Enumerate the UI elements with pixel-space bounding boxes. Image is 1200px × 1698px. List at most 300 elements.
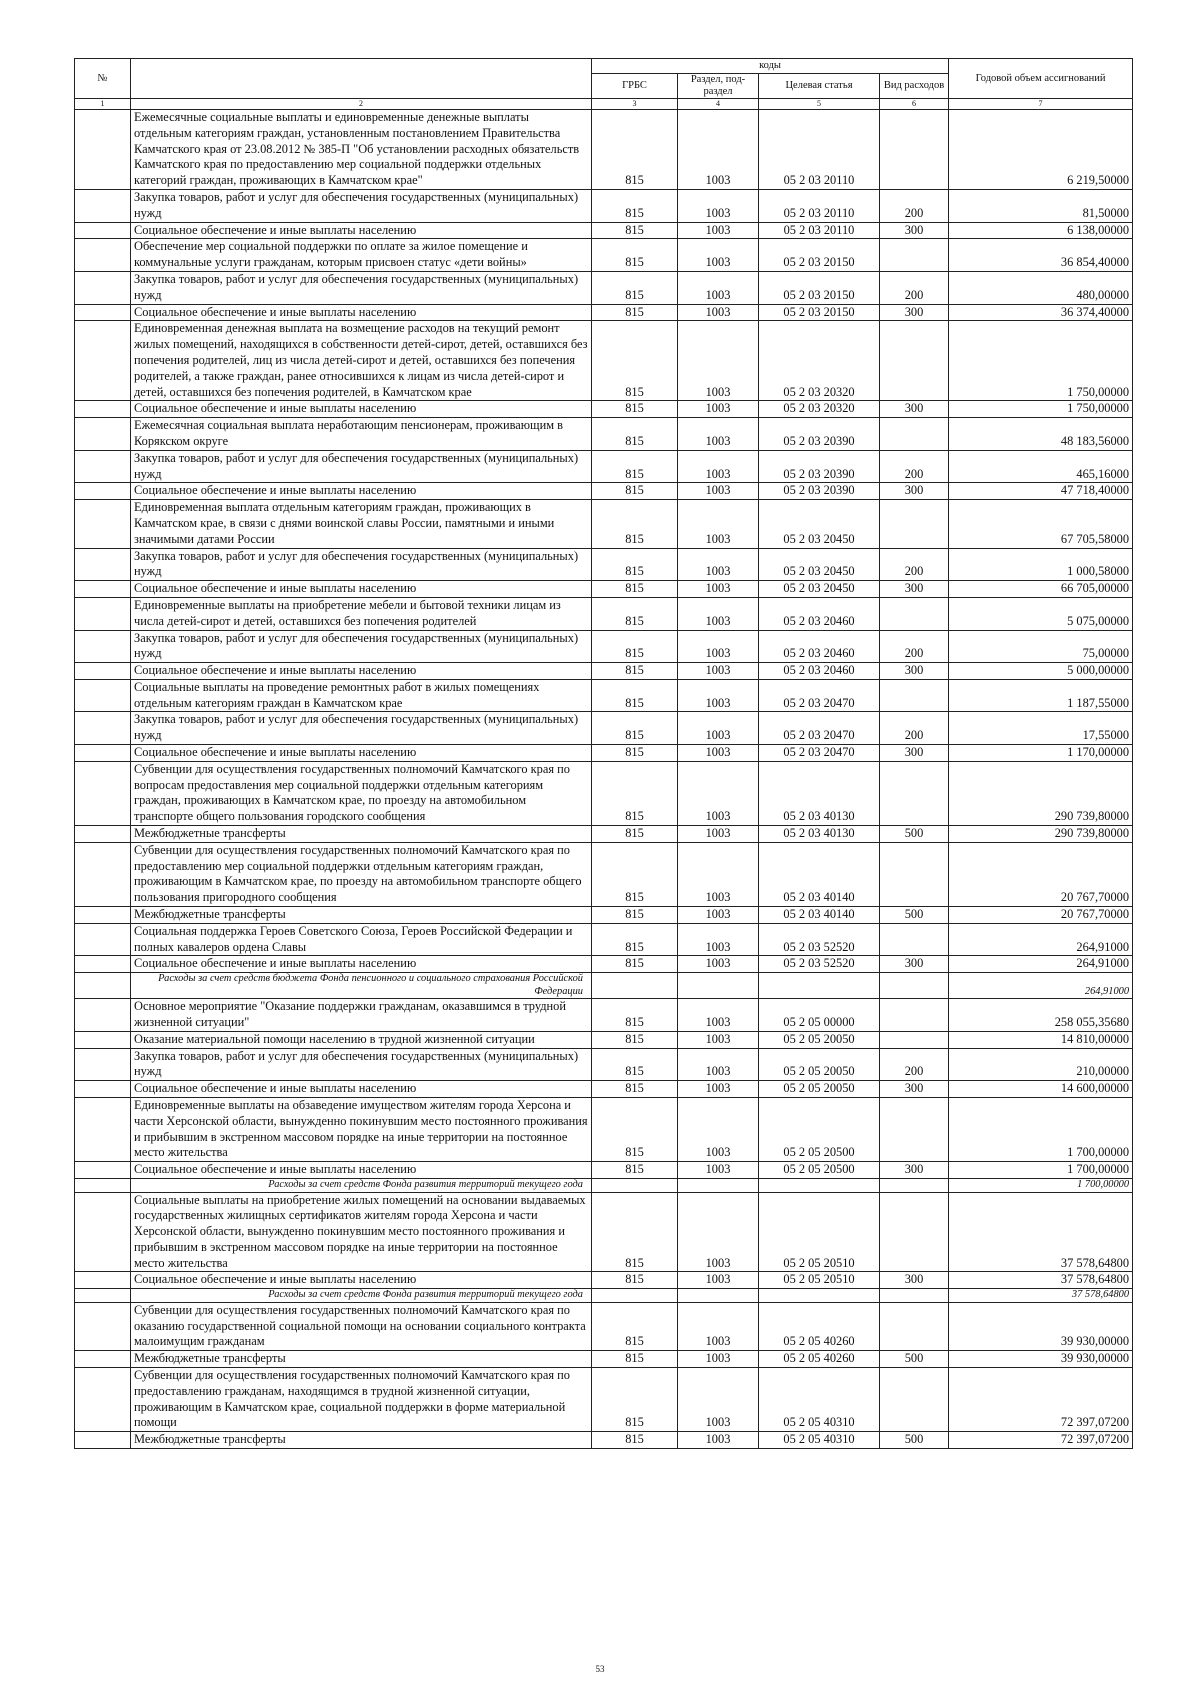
cell-amount: 290 739,80000 <box>949 761 1133 825</box>
header-number: № <box>75 59 131 99</box>
cell-target: 05 2 03 40130 <box>759 761 880 825</box>
cell-vr <box>880 1031 949 1048</box>
cell-target: 05 2 03 52520 <box>759 956 880 973</box>
cell-section: 1003 <box>678 1302 759 1350</box>
cell-target <box>759 1289 880 1303</box>
cell-number <box>75 304 131 321</box>
cell-grbs: 815 <box>592 1272 678 1289</box>
table-row <box>75 1048 1133 1081</box>
cell-target: 05 2 03 20470 <box>759 745 880 762</box>
header-name <box>131 59 592 99</box>
cell-name: Социальные выплаты на приобретение жилых помещений на основании выдаваемых государственных жилищных сертификатов жителям города Херсона и части Херсонской области, вынужденно покинувшим место постоянного проживания и прибывшим в экстренном массовом порядке на иные территории на постоянное место жительства <box>131 1192 592 1272</box>
cell-amount: 20 767,70000 <box>949 842 1133 906</box>
cell-amount: 36 374,40000 <box>949 304 1133 321</box>
cell-vr: 500 <box>880 907 949 924</box>
cell-section: 1003 <box>678 581 759 598</box>
cell-grbs: 815 <box>592 1302 678 1350</box>
cell-name: Субвенции для осуществления государственных полномочий Камчатского края по оказанию государственной социальной помощи на основании социального контракта малоимущим гражданам <box>131 1302 592 1350</box>
cell-grbs: 815 <box>592 548 678 581</box>
cell-number <box>75 1179 131 1193</box>
cell-vr <box>880 842 949 906</box>
table-row <box>75 1272 1133 1289</box>
cell-name: Социальное обеспечение и иные выплаты населению <box>131 745 592 762</box>
header-num-2: 2 <box>131 99 592 110</box>
cell-grbs: 815 <box>592 581 678 598</box>
cell-target: 05 2 03 20150 <box>759 239 880 272</box>
table-row <box>75 999 1133 1032</box>
header-num-7: 7 <box>949 99 1133 110</box>
cell-amount: 20 767,70000 <box>949 907 1133 924</box>
cell-vr <box>880 999 949 1032</box>
cell-amount: 75,00000 <box>949 630 1133 663</box>
cell-number <box>75 222 131 239</box>
cell-target: 05 2 03 20110 <box>759 222 880 239</box>
cell-amount: 5 000,00000 <box>949 663 1133 680</box>
cell-target: 05 2 03 20110 <box>759 110 880 190</box>
cell-vr: 200 <box>880 712 949 745</box>
cell-section: 1003 <box>678 1081 759 1098</box>
cell-target: 05 2 05 20500 <box>759 1098 880 1162</box>
cell-target: 05 2 03 20320 <box>759 321 880 401</box>
cell-amount: 72 397,07200 <box>949 1367 1133 1431</box>
header-num-3: 3 <box>592 99 678 110</box>
cell-section: 1003 <box>678 1367 759 1431</box>
cell-target: 05 2 03 52520 <box>759 923 880 956</box>
cell-name: Закупка товаров, работ и услуг для обеспечения государственных (муниципальных) нужд <box>131 189 592 222</box>
cell-section: 1003 <box>678 239 759 272</box>
cell-section: 1003 <box>678 304 759 321</box>
cell-section: 1003 <box>678 548 759 581</box>
cell-grbs: 815 <box>592 745 678 762</box>
cell-number <box>75 418 131 451</box>
cell-number <box>75 1367 131 1431</box>
budget-table-sheet <box>74 58 1132 1449</box>
cell-target: 05 2 05 20050 <box>759 1031 880 1048</box>
cell-amount: 1 700,00000 <box>949 1098 1133 1162</box>
table-row <box>75 401 1133 418</box>
cell-name: Оказание материальной помощи населению в трудной жизненной ситуации <box>131 1031 592 1048</box>
cell-amount: 264,91000 <box>949 973 1133 999</box>
table-row <box>75 1098 1133 1162</box>
cell-amount: 14 810,00000 <box>949 1031 1133 1048</box>
table-body <box>75 110 1133 1449</box>
cell-grbs: 815 <box>592 663 678 680</box>
cell-amount: 39 930,00000 <box>949 1351 1133 1368</box>
table-row <box>75 418 1133 451</box>
cell-name: Расходы за счет средств Фонда развития территорий текущего года <box>131 1179 592 1193</box>
cell-name: Единовременные выплаты на приобретение мебели и бытовой техники лицам из числа детей-сирот и детей, оставшихся без попечения родителей <box>131 597 592 630</box>
cell-number <box>75 483 131 500</box>
cell-target <box>759 1179 880 1193</box>
cell-amount: 67 705,58000 <box>949 500 1133 548</box>
cell-grbs: 815 <box>592 597 678 630</box>
cell-section: 1003 <box>678 418 759 451</box>
cell-section: 1003 <box>678 1048 759 1081</box>
cell-grbs: 815 <box>592 1351 678 1368</box>
cell-section: 1003 <box>678 999 759 1032</box>
cell-vr: 200 <box>880 548 949 581</box>
table-row <box>75 1192 1133 1272</box>
cell-amount: 36 854,40000 <box>949 239 1133 272</box>
table-row <box>75 663 1133 680</box>
cell-number <box>75 1081 131 1098</box>
cell-target: 05 2 03 20450 <box>759 581 880 598</box>
table-row <box>75 923 1133 956</box>
cell-number <box>75 1302 131 1350</box>
table-row <box>75 271 1133 304</box>
funding-note-row <box>75 1289 1133 1303</box>
table-row <box>75 1432 1133 1449</box>
cell-number <box>75 450 131 483</box>
cell-grbs: 815 <box>592 712 678 745</box>
table-row <box>75 826 1133 843</box>
cell-target: 05 2 05 20510 <box>759 1272 880 1289</box>
cell-number <box>75 907 131 924</box>
cell-vr: 200 <box>880 271 949 304</box>
header-expense-type: Вид расходов <box>880 74 949 99</box>
cell-number <box>75 999 131 1032</box>
table-row <box>75 907 1133 924</box>
cell-name: Основное мероприятие "Оказание поддержки гражданам, оказавшимся в трудной жизненной ситуации" <box>131 999 592 1032</box>
cell-name: Субвенции для осуществления государственных полномочий Камчатского края по предоставлению мер социальной поддержки отдельным категориям граждан, проживающим в Камчатском крае, по проезду на автомобильном транспорте общего пользования пригородного сообщения <box>131 842 592 906</box>
cell-amount: 1 000,58000 <box>949 548 1133 581</box>
cell-name: Закупка товаров, работ и услуг для обеспечения государственных (муниципальных) нужд <box>131 630 592 663</box>
header-target: Целевая статья <box>759 74 880 99</box>
table-row <box>75 500 1133 548</box>
cell-name: Закупка товаров, работ и услуг для обеспечения государственных (муниципальных) нужд <box>131 271 592 304</box>
table-row <box>75 712 1133 745</box>
cell-amount: 6 219,50000 <box>949 110 1133 190</box>
cell-amount: 5 075,00000 <box>949 597 1133 630</box>
cell-section: 1003 <box>678 189 759 222</box>
table-row <box>75 222 1133 239</box>
cell-name: Социальное обеспечение и иные выплаты населению <box>131 581 592 598</box>
cell-target: 05 2 05 40260 <box>759 1302 880 1350</box>
cell-name: Единовременные выплаты на обзаведение имуществом жителям города Херсона и части Херсонской области, вынужденно покинувшим место постоянного проживания и прибывшим в экстренном массовом порядке на иные территории на постоянное место жительства <box>131 1098 592 1162</box>
cell-number <box>75 826 131 843</box>
cell-grbs: 815 <box>592 826 678 843</box>
cell-target: 05 2 03 40140 <box>759 842 880 906</box>
cell-grbs: 815 <box>592 630 678 663</box>
cell-section: 1003 <box>678 222 759 239</box>
cell-grbs: 815 <box>592 189 678 222</box>
cell-vr <box>880 679 949 712</box>
cell-target: 05 2 03 20460 <box>759 630 880 663</box>
cell-grbs: 815 <box>592 956 678 973</box>
cell-number <box>75 956 131 973</box>
table-row <box>75 189 1133 222</box>
cell-target: 05 2 03 20450 <box>759 500 880 548</box>
cell-section: 1003 <box>678 745 759 762</box>
cell-name: Социальное обеспечение и иные выплаты населению <box>131 401 592 418</box>
header-num-5: 5 <box>759 99 880 110</box>
cell-name: Социальное обеспечение и иные выплаты населению <box>131 483 592 500</box>
cell-vr <box>880 418 949 451</box>
cell-number <box>75 630 131 663</box>
cell-name: Ежемесячные социальные выплаты и единовременные денежные выплаты отдельным категориям граждан, установленным постановлением Правительства Камчатского края от 23.08.2012 № 385-П "Об установлении расходных обязательств Камчатского края по предоставлению мер социальной поддержки отдельных категорий граждан, проживающих в Камчатском крае" <box>131 110 592 190</box>
cell-target: 05 2 03 20390 <box>759 450 880 483</box>
cell-grbs: 815 <box>592 450 678 483</box>
cell-number <box>75 239 131 272</box>
cell-vr <box>880 1098 949 1162</box>
cell-grbs: 815 <box>592 110 678 190</box>
table-row <box>75 745 1133 762</box>
cell-vr <box>880 1367 949 1431</box>
cell-vr <box>880 1289 949 1303</box>
cell-amount: 1 750,00000 <box>949 321 1133 401</box>
cell-number <box>75 189 131 222</box>
table-row <box>75 956 1133 973</box>
cell-name: Расходы за счет средств Фонда развития территорий текущего года <box>131 1289 592 1303</box>
cell-target: 05 2 03 20150 <box>759 271 880 304</box>
cell-vr: 500 <box>880 826 949 843</box>
page-number: 53 <box>595 1664 605 1674</box>
cell-vr: 300 <box>880 663 949 680</box>
cell-number <box>75 1432 131 1449</box>
cell-amount: 1 700,00000 <box>949 1179 1133 1193</box>
header-num-1: 1 <box>75 99 131 110</box>
cell-amount: 37 578,64800 <box>949 1272 1133 1289</box>
cell-amount: 6 138,00000 <box>949 222 1133 239</box>
cell-target: 05 2 05 40310 <box>759 1432 880 1449</box>
cell-amount: 47 718,40000 <box>949 483 1133 500</box>
cell-section: 1003 <box>678 271 759 304</box>
table-row <box>75 321 1133 401</box>
cell-number <box>75 1048 131 1081</box>
cell-target: 05 2 05 00000 <box>759 999 880 1032</box>
cell-amount: 17,55000 <box>949 712 1133 745</box>
cell-section <box>678 973 759 999</box>
cell-grbs: 815 <box>592 222 678 239</box>
table-row <box>75 679 1133 712</box>
cell-amount: 39 930,00000 <box>949 1302 1133 1350</box>
cell-number <box>75 110 131 190</box>
cell-target: 05 2 03 40130 <box>759 826 880 843</box>
cell-target: 05 2 05 20500 <box>759 1162 880 1179</box>
cell-target <box>759 973 880 999</box>
table-row <box>75 1367 1133 1431</box>
cell-section <box>678 1179 759 1193</box>
cell-name: Межбюджетные трансферты <box>131 1432 592 1449</box>
cell-grbs: 815 <box>592 401 678 418</box>
cell-amount: 14 600,00000 <box>949 1081 1133 1098</box>
cell-amount: 1 170,00000 <box>949 745 1133 762</box>
cell-target: 05 2 03 20320 <box>759 401 880 418</box>
cell-grbs <box>592 973 678 999</box>
cell-amount: 66 705,00000 <box>949 581 1133 598</box>
cell-grbs: 815 <box>592 1031 678 1048</box>
cell-vr: 300 <box>880 745 949 762</box>
cell-grbs: 815 <box>592 761 678 825</box>
cell-number <box>75 271 131 304</box>
cell-name: Субвенции для осуществления государственных полномочий Камчатского края по предоставлению гражданам, находящимся в трудной жизненной ситуации, проживающим в Камчатском крае, социальной поддержки в форме материальной помощи <box>131 1367 592 1431</box>
cell-name: Закупка товаров, работ и услуг для обеспечения государственных (муниципальных) нужд <box>131 548 592 581</box>
cell-section: 1003 <box>678 1272 759 1289</box>
cell-name: Расходы за счет средств бюджета Фонда пенсионного и социального страхования Российской Федерации <box>131 973 592 999</box>
cell-grbs: 815 <box>592 999 678 1032</box>
cell-name: Закупка товаров, работ и услуг для обеспечения государственных (муниципальных) нужд <box>131 1048 592 1081</box>
cell-section: 1003 <box>678 712 759 745</box>
cell-section: 1003 <box>678 401 759 418</box>
cell-name: Социальное обеспечение и иные выплаты населению <box>131 304 592 321</box>
cell-target: 05 2 05 20050 <box>759 1048 880 1081</box>
cell-number <box>75 1289 131 1303</box>
cell-grbs: 815 <box>592 923 678 956</box>
cell-grbs: 815 <box>592 1367 678 1431</box>
table-row <box>75 1162 1133 1179</box>
cell-number <box>75 679 131 712</box>
cell-vr: 200 <box>880 189 949 222</box>
cell-vr: 300 <box>880 222 949 239</box>
cell-number <box>75 1351 131 1368</box>
cell-grbs: 815 <box>592 842 678 906</box>
cell-grbs: 815 <box>592 1192 678 1272</box>
cell-vr: 300 <box>880 1081 949 1098</box>
cell-vr <box>880 239 949 272</box>
cell-section: 1003 <box>678 826 759 843</box>
cell-section <box>678 1289 759 1303</box>
cell-amount: 1 187,55000 <box>949 679 1133 712</box>
cell-section: 1003 <box>678 907 759 924</box>
header-section: Раздел, под-раздел <box>678 74 759 99</box>
cell-section: 1003 <box>678 321 759 401</box>
cell-section: 1003 <box>678 483 759 500</box>
cell-section: 1003 <box>678 923 759 956</box>
cell-target: 05 2 03 20390 <box>759 418 880 451</box>
cell-grbs <box>592 1179 678 1193</box>
cell-name: Социальное обеспечение и иные выплаты населению <box>131 1162 592 1179</box>
cell-grbs: 815 <box>592 500 678 548</box>
cell-amount: 37 578,64800 <box>949 1192 1133 1272</box>
cell-section: 1003 <box>678 597 759 630</box>
table-row <box>75 1031 1133 1048</box>
cell-section: 1003 <box>678 1351 759 1368</box>
cell-number <box>75 663 131 680</box>
cell-target: 05 2 05 20510 <box>759 1192 880 1272</box>
cell-vr: 300 <box>880 401 949 418</box>
cell-number <box>75 745 131 762</box>
cell-name: Социальное обеспечение и иные выплаты населению <box>131 1081 592 1098</box>
cell-amount: 465,16000 <box>949 450 1133 483</box>
cell-amount: 258 055,35680 <box>949 999 1133 1032</box>
cell-name: Закупка товаров, работ и услуг для обеспечения государственных (муниципальных) нужд <box>131 712 592 745</box>
table-row <box>75 581 1133 598</box>
table-row <box>75 304 1133 321</box>
cell-target: 05 2 03 20450 <box>759 548 880 581</box>
cell-vr <box>880 973 949 999</box>
cell-vr <box>880 321 949 401</box>
cell-vr: 500 <box>880 1351 949 1368</box>
header-codes: коды <box>592 59 949 74</box>
table-row <box>75 1351 1133 1368</box>
cell-number <box>75 500 131 548</box>
table-row <box>75 630 1133 663</box>
cell-grbs: 815 <box>592 418 678 451</box>
cell-number <box>75 1192 131 1272</box>
header-grbs: ГРБС <box>592 74 678 99</box>
table-row <box>75 548 1133 581</box>
cell-name: Единовременная выплата отдельным категориям граждан, проживающих в Камчатском крае, в связи с днями воинской славы России, памятными и иными значимыми датами России <box>131 500 592 548</box>
table-row <box>75 1081 1133 1098</box>
cell-grbs: 815 <box>592 1432 678 1449</box>
cell-target: 05 2 03 20470 <box>759 712 880 745</box>
cell-amount: 72 397,07200 <box>949 1432 1133 1449</box>
cell-amount: 210,00000 <box>949 1048 1133 1081</box>
cell-target: 05 2 03 20150 <box>759 304 880 321</box>
budget-table <box>74 58 1133 1449</box>
cell-name: Единовременная денежная выплата на возмещение расходов на текущий ремонт жилых помещений, находящихся в собственности детей-сирот, детей, оставшихся без попечения родителей, лиц из числа детей-сирот и детей, оставшихся без попечения родителей, а также граждан, ранее относившихся к лицам из числа детей-сирот и детей, оставшихся без попечения родителей, в Камчатском крае <box>131 321 592 401</box>
cell-vr: 200 <box>880 630 949 663</box>
cell-number <box>75 761 131 825</box>
cell-name: Закупка товаров, работ и услуг для обеспечения государственных (муниципальных) нужд <box>131 450 592 483</box>
cell-target: 05 2 03 20390 <box>759 483 880 500</box>
header-volume: Годовой объем ассигнований <box>949 59 1133 99</box>
cell-target: 05 2 03 40140 <box>759 907 880 924</box>
cell-name: Социальное обеспечение и иные выплаты населению <box>131 222 592 239</box>
cell-section: 1003 <box>678 1192 759 1272</box>
cell-target: 05 2 05 40260 <box>759 1351 880 1368</box>
cell-vr <box>880 923 949 956</box>
header-num-4: 4 <box>678 99 759 110</box>
cell-section: 1003 <box>678 679 759 712</box>
table-row <box>75 239 1133 272</box>
cell-grbs: 815 <box>592 271 678 304</box>
cell-amount: 264,91000 <box>949 923 1133 956</box>
funding-note-row <box>75 973 1133 999</box>
cell-grbs: 815 <box>592 679 678 712</box>
cell-number <box>75 1272 131 1289</box>
table-row <box>75 1302 1133 1350</box>
cell-number <box>75 548 131 581</box>
funding-note-row <box>75 1179 1133 1193</box>
cell-number <box>75 923 131 956</box>
cell-amount: 264,91000 <box>949 956 1133 973</box>
cell-vr <box>880 110 949 190</box>
cell-grbs: 815 <box>592 483 678 500</box>
cell-name: Межбюджетные трансферты <box>131 907 592 924</box>
cell-amount: 1 700,00000 <box>949 1162 1133 1179</box>
cell-name: Социальное обеспечение и иные выплаты населению <box>131 1272 592 1289</box>
cell-amount: 290 739,80000 <box>949 826 1133 843</box>
table-row <box>75 483 1133 500</box>
cell-name: Социальные выплаты на проведение ремонтных работ в жилых помещениях отдельным категориям граждан в Камчатском крае <box>131 679 592 712</box>
cell-number <box>75 1162 131 1179</box>
cell-grbs: 815 <box>592 1162 678 1179</box>
cell-vr: 300 <box>880 956 949 973</box>
cell-section: 1003 <box>678 663 759 680</box>
cell-target: 05 2 03 20460 <box>759 597 880 630</box>
cell-section: 1003 <box>678 761 759 825</box>
cell-number <box>75 1031 131 1048</box>
cell-name: Ежемесячная социальная выплата неработающим пенсионерам, проживающим в Корякском округе <box>131 418 592 451</box>
cell-target: 05 2 05 40310 <box>759 1367 880 1431</box>
cell-grbs: 815 <box>592 304 678 321</box>
cell-number <box>75 321 131 401</box>
cell-vr: 300 <box>880 304 949 321</box>
cell-number <box>75 1098 131 1162</box>
cell-target: 05 2 05 20050 <box>759 1081 880 1098</box>
cell-vr: 300 <box>880 581 949 598</box>
cell-name: Субвенции для осуществления государственных полномочий Камчатского края по вопросам предоставления мер социальной поддержки отдельным категориям граждан, проживающих в Камчатском крае, по проезду на автомобильном транспорте общего пользования городского сообщения <box>131 761 592 825</box>
cell-number <box>75 401 131 418</box>
header-num-6: 6 <box>880 99 949 110</box>
cell-grbs: 815 <box>592 907 678 924</box>
table-row <box>75 597 1133 630</box>
cell-amount: 37 578,64800 <box>949 1289 1133 1303</box>
cell-section: 1003 <box>678 500 759 548</box>
cell-vr: 200 <box>880 1048 949 1081</box>
cell-section: 1003 <box>678 956 759 973</box>
